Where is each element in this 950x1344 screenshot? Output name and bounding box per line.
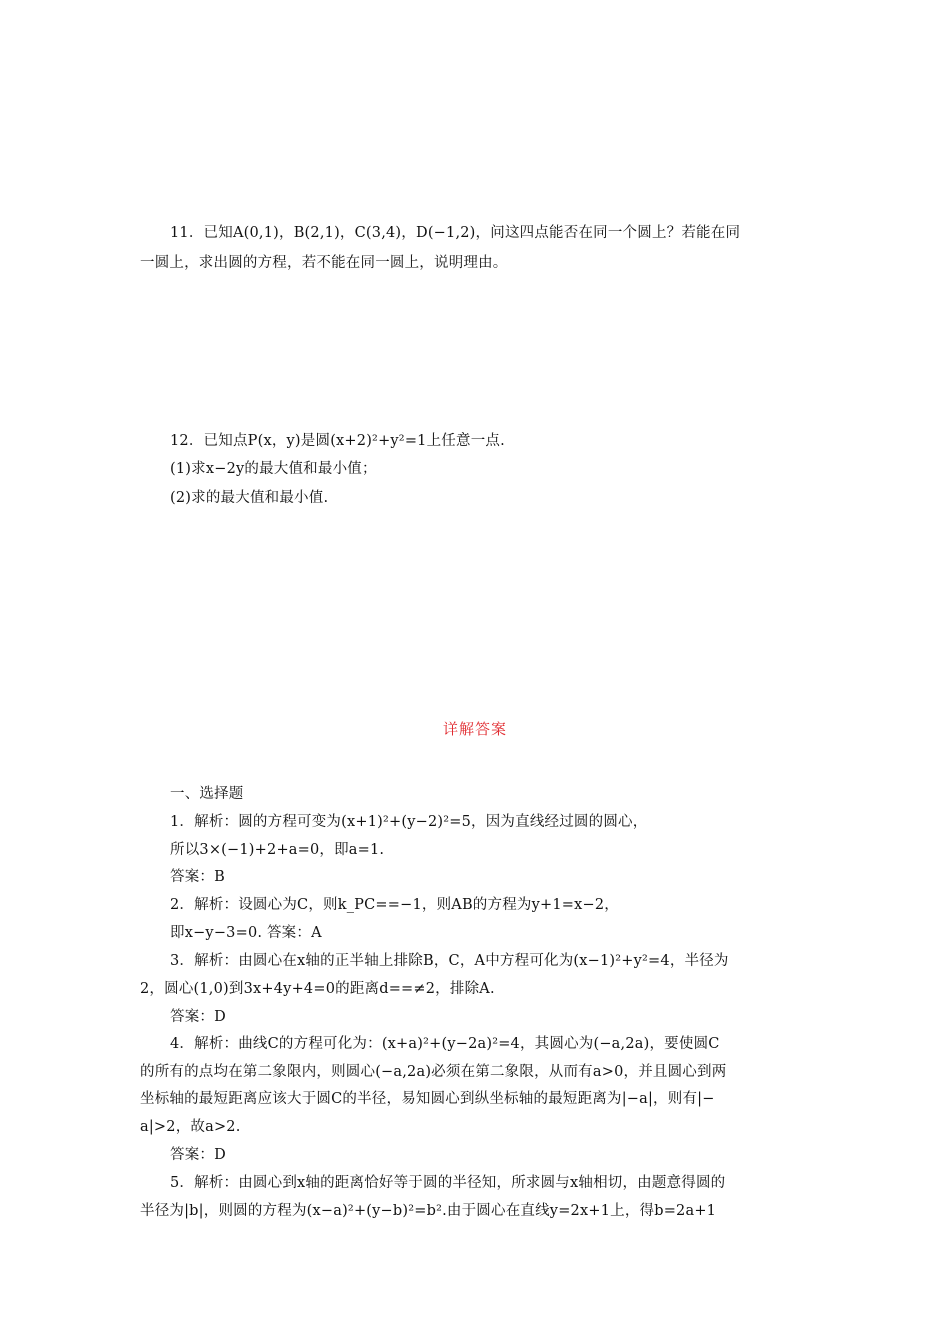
problem-11-line-1: 11．已知A(0,1)，B(2,1)，C(3,4)，D(−1,2)，问这四点能否在同一个圆上？若能在同: [170, 225, 741, 241]
answer-1-line-1: 1．解析：圆的方程可变为(x+1)²+(y−2)²=5，因为直线经过圆的圆心，: [170, 814, 648, 830]
answer-4-line-1: 4．解析：曲线C的方程可化为：(x+a)²+(y−2a)²=4，其圆心为(−a,2a)，要使圆C: [170, 1036, 720, 1052]
answer-1-line-2: 所以3×(−1)+2+a=0，即a=1.: [170, 842, 385, 858]
answer-2-line-1: 2．解析：设圆心为C，则k_PC==−1，则AB的方程为y+1=x−2，: [170, 897, 619, 913]
problem-12-line-2: (1)求x−2y的最大值和最小值；: [170, 461, 377, 477]
answer-5-line-1: 5．解析：由圆心到x轴的距离恰好等于圆的半径知，所求圆与x轴相切，由题意得圆的: [170, 1175, 726, 1191]
answer-3-line-1: 3．解析：由圆心在x轴的正半轴上排除B，C，A中方程可化为(x−1)²+y²=4，半径为: [170, 953, 729, 969]
answer-3-line-2: 2，圆心(1,0)到3x+4y+4=0的距离d==≠2，排除A.: [140, 981, 495, 997]
section-heading: 一、选择题: [170, 786, 244, 802]
answer-3-result: 答案：D: [170, 1009, 226, 1025]
answer-5-line-2: 半径为|b|，则圆的方程为(x−a)²+(y−b)²=b².由于圆心在直线y=2x+1上，得b=2a+1: [140, 1203, 717, 1219]
answer-4-result: 答案：D: [170, 1147, 226, 1163]
problem-12-line-1: 12．已知点P(x，y)是圆(x+2)²+y²=1上任意一点.: [170, 433, 505, 449]
answer-2-line-2: 即x−y−3=0. 答案：A: [170, 925, 322, 941]
problem-12-line-3: (2)求的最大值和最小值.: [170, 490, 329, 506]
answer-4-line-4: a|>2，故a>2.: [140, 1119, 241, 1135]
answer-4-line-2: 的所有的点均在第二象限内，则圆心(−a,2a)必须在第二象限，从而有a>0，并且圆心到两: [140, 1064, 727, 1080]
answers-title: 详解答案: [442, 720, 507, 738]
answer-1-result: 答案：B: [170, 869, 225, 885]
answer-4-line-3: 坐标轴的最短距离应该大于圆C的半径，易知圆心到纵坐标轴的最短距离为|−a|，则有|−: [140, 1091, 715, 1107]
problem-11-line-2: 一圆上，求出圆的方程，若不能在同一圆上，说明理由。: [140, 255, 508, 271]
